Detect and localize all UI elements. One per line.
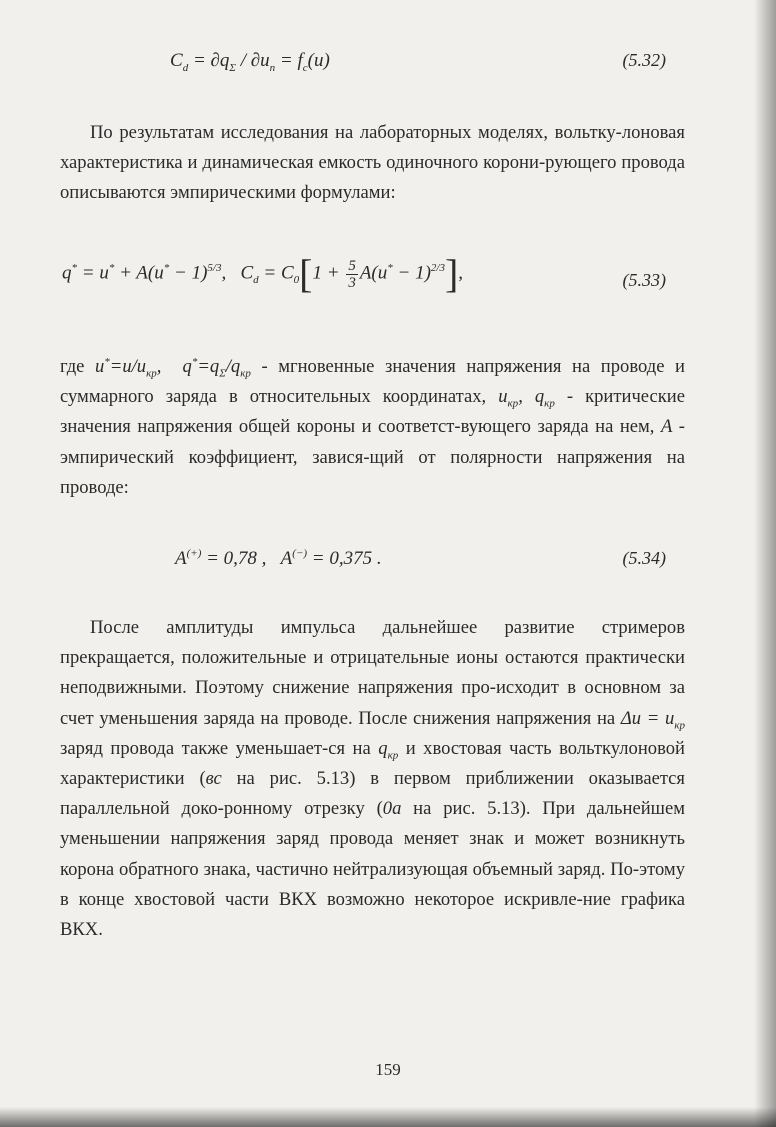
charge-symbol: $q_{кр}$ (378, 737, 399, 762)
equation-5-34-formula: A(+) = 0,78 , A(−) = 0,375 . (175, 547, 382, 569)
page-edge-shadow (754, 0, 776, 1127)
equation-5-32-formula: $C_d = \partial q_\Sigma / \partial u_n = f_c(u)$ (170, 50, 330, 74)
page-bottom-shadow (0, 1107, 776, 1127)
voltage-drop-symbol: $\Delta u = u_{кр}$ (620, 707, 685, 732)
paragraph-discussion (60, 613, 685, 945)
equation-number: (5.32) (622, 50, 666, 70)
paragraph-text: По результатам исследования на лабораторных моделях, вольтку-лоновая характеристика и динамическая емкость одиночного корони-рующего провода описываются эмпирическими формулами: (60, 122, 685, 204)
equation-5-34 (0, 548, 776, 588)
equation-5-32 (0, 50, 776, 90)
paragraph-text: где $u^*=u/u_{кр}$, $q^*=q_\Sigma/q_{кр}$ - мгновенные значения напряжения на проводе и суммарного заряда в относительных координатах, $u_{кр}$, $q_{кр}$ - критические значения напряжения общей короны и соответст-вующего заряда на нем, A - эмпирический коэффициент, завися-щий от полярности напряжения на проводе: (60, 355, 686, 498)
relative-quantities: $u^*=u/u_{кр}$, $q^*=q_\Sigma/q_{кр}$ (94, 355, 251, 380)
equation-5-33-formula: $q^* = u^* + A(u^* - 1)^{5/3}$, $C_d = C_0[1$ + $\frac{5}{3}$ $A(u^* - 1)^{2/3}$], (62, 251, 464, 296)
paragraph-text: После амплитуды импульса дальнейшее развитие стримеров прекращается, положительные и отрицательные ионы остаются практически неподвижными. Поэтому снижение напряжения про-исходит в основном за счет уменьшения заряда на проводе. После снижения напряжения на $\Delta u = u_{кр}$ заряд провода также уменьшает-ся на $q_{кр}$ и хвостовая часть вольткулоновой характеристики (вс на рис. 5.13) в первом приближении оказывается параллельной доко-ронному отрезку (0а на рис. 5.13). При дальнейшем уменьшении напряжения заряд провода меняет знак и может возникнуть корона обратного знака, частично нейтрализующая объемный заряд. По-этому в конце хвостовой части ВКХ возможно некоторое искривле-ние графика ВКХ. (60, 617, 685, 941)
equation-number: (5.33) (622, 270, 666, 290)
paragraph-definitions (60, 352, 685, 503)
equation-number: (5.34) (622, 548, 666, 568)
page-number: 159 (375, 1060, 401, 1079)
paragraph-intro (60, 118, 685, 209)
coefficient-symbol: A (660, 416, 673, 438)
critical-quantities: $u_{кр}$, $q_{кр}$ (498, 386, 555, 410)
equation-5-33 (0, 248, 776, 308)
